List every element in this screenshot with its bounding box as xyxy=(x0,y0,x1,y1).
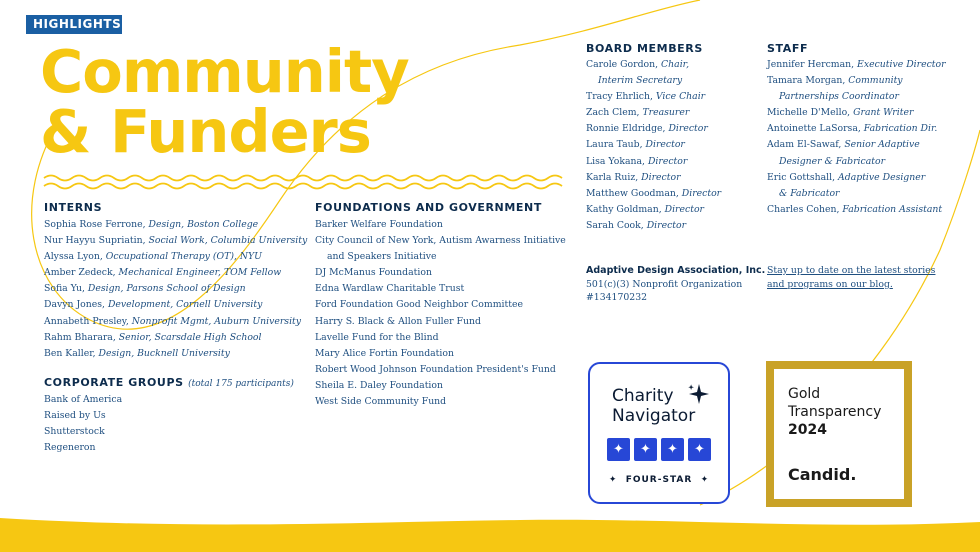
blog-link[interactable] xyxy=(767,264,935,291)
list-item: Matthew Goodman, Director xyxy=(586,187,722,199)
interns-list xyxy=(44,217,307,362)
list-item: Ford Foundation Good Neighbor Committee xyxy=(315,299,523,311)
charity-navigator-badge xyxy=(588,362,730,504)
list-item: Tracy Ehrlich, Vice Chair xyxy=(586,91,706,103)
star-icon: ✦ xyxy=(634,438,657,461)
title-line-1: Community xyxy=(40,37,409,106)
list-item: West Side Community Fund xyxy=(315,396,447,408)
corporate-section xyxy=(44,376,294,456)
list-item: Zach Clem, Treasurer xyxy=(586,107,690,119)
list-item: Michelle D'Mello, Grant Writer xyxy=(767,107,914,119)
list-item: Jennifer Hercman, Executive Director xyxy=(767,59,946,70)
org-name: Adaptive Design Association, Inc. xyxy=(586,265,766,276)
small-star-icon: ✦ xyxy=(608,475,618,485)
sparkle-icon xyxy=(688,383,710,405)
wavy-divider xyxy=(44,176,562,181)
blog-link-line-2: and programs on our blog. xyxy=(767,278,893,290)
list-item: Amber Zedeck, Mechanical Engineer, TOM Fellow xyxy=(44,267,282,279)
list-item: City Council of New York, Autism Awarness Initiative xyxy=(315,235,566,247)
interns-section xyxy=(44,201,307,362)
list-item: Rahm Bharara, Senior, Scarsdale High School xyxy=(44,331,262,343)
corporate-heading: CORPORATE GROUPS (total 175 participants) xyxy=(44,376,294,389)
foundations-section xyxy=(315,201,566,410)
list-item: Davyn Jones, Development, Cornell University xyxy=(44,299,263,311)
staff-list xyxy=(767,57,946,218)
list-item: Nur Hayyu Supriatin, Social Work, Columbia University xyxy=(44,235,308,247)
list-item: Annabeth Presley, Nonprofit Mgmt, Auburn University xyxy=(44,315,302,327)
list-item: and Speakers Initiative xyxy=(327,251,437,263)
yellow-wave-bottom xyxy=(0,518,980,552)
candid-gold-seal xyxy=(766,361,912,507)
list-item: Alyssa Lyon, Occupational Therapy (OT), NYU xyxy=(44,251,262,263)
list-item: Partnerships Coordinator xyxy=(779,91,899,103)
title-line-2: & Funders xyxy=(40,97,371,166)
list-item: Mary Alice Fortin Foundation xyxy=(315,347,454,359)
list-item: Sofia Yu, Design, Parsons School of Design xyxy=(44,283,246,295)
org-ein: #134170232 xyxy=(586,292,648,303)
list-item: Interim Secretary xyxy=(598,75,683,87)
foundations-heading: FOUNDATIONS AND GOVERNMENT xyxy=(315,201,542,214)
list-item: Laura Taub, Director xyxy=(586,139,685,151)
foundations-list xyxy=(315,217,566,410)
list-item: Ben Kaller, Design, Bucknell University xyxy=(44,347,230,359)
board-section xyxy=(586,42,721,234)
star-icon: ✦ xyxy=(661,438,684,461)
list-item: Designer & Fabricator xyxy=(779,155,886,167)
board-heading: BOARD MEMBERS xyxy=(586,42,703,55)
list-item: Sarah Cook, Director xyxy=(586,219,687,231)
list-item: Ronnie Eldridge, Director xyxy=(586,123,708,135)
highlights-tag: HIGHLIGHTS xyxy=(26,15,122,34)
board-list xyxy=(586,57,721,234)
list-item: Sheila E. Daley Foundation xyxy=(315,379,443,391)
blog-link-line-1: Stay up to date on the latest stories xyxy=(767,265,936,276)
star-icon: ✦ xyxy=(688,438,711,461)
wavy-divider-2 xyxy=(44,184,562,189)
rating-label: ✦ FOUR-STAR ✦ xyxy=(608,475,710,485)
candid-logo: Candid. xyxy=(788,465,857,484)
list-item: Carole Gordon, Chair, xyxy=(586,59,690,70)
list-item: Karla Ruiz, Director xyxy=(586,171,681,183)
candid-seal-inner xyxy=(774,369,904,499)
participants-note: (total 175 participants) xyxy=(188,379,294,389)
list-item: Kathy Goldman, Director xyxy=(586,203,704,215)
list-item: Antoinette LaSorsa, Fabrication Dir. xyxy=(767,123,938,135)
list-item: Barker Welfare Foundation xyxy=(315,219,443,230)
list-item: & Fabricator xyxy=(779,187,840,199)
list-item: Lisa Yokana, Director xyxy=(586,155,688,167)
list-item: Lavelle Fund for the Blind xyxy=(315,331,439,343)
list-item: Bank of America xyxy=(44,394,123,405)
list-item: Edna Wardlaw Charitable Trust xyxy=(315,283,465,295)
list-item: DJ McManus Foundation xyxy=(315,267,432,279)
list-item: Eric Gottshall, Adaptive Designer xyxy=(767,171,926,183)
small-star-icon: ✦ xyxy=(700,475,710,485)
corporate-list xyxy=(44,392,294,456)
staff-heading: STAFF xyxy=(767,42,809,55)
list-item: Adam El-Sawaf, Senior Adaptive xyxy=(767,139,920,151)
list-item: Harry S. Black & Allon Fuller Fund xyxy=(315,315,481,327)
interns-heading: INTERNS xyxy=(44,201,103,214)
list-item: Tamara Morgan, Community xyxy=(767,75,903,87)
list-item: Raised by Us xyxy=(44,410,106,422)
org-info xyxy=(586,264,765,305)
list-item: Charles Cohen, Fabrication Assistant xyxy=(767,203,943,215)
star-rating xyxy=(607,438,711,461)
list-item: Sophia Rose Ferrone, Design, Boston College xyxy=(44,219,259,230)
page-title xyxy=(40,37,409,166)
charity-navigator-title: Charity Navigator xyxy=(612,386,696,426)
list-item: Shutterstock xyxy=(44,426,105,438)
seal-text: Gold Transparency 2024 xyxy=(788,386,882,438)
staff-section xyxy=(767,42,946,218)
star-icon: ✦ xyxy=(607,438,630,461)
list-item: Robert Wood Johnson Foundation President's Fund xyxy=(315,363,556,375)
list-item: Regeneron xyxy=(44,442,96,454)
org-status: 501(c)(3) Nonprofit Organization xyxy=(586,278,743,290)
